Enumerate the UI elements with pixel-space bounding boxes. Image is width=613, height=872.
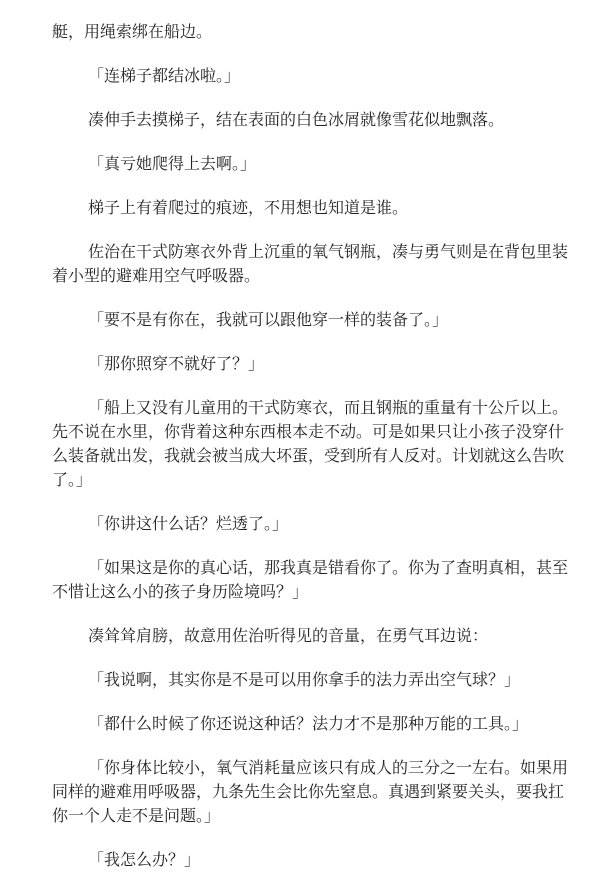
paragraph-dialogue: 「我说啊，其实你是不是可以用你拿手的法力弄出空气球？」 — [88, 670, 521, 689]
paragraph-narration: 凑耸耸肩膀，故意用佐治听得见的音量，在勇气耳边说： — [88, 626, 489, 645]
paragraph-dialogue: 「船上又没有儿童用的干式防寒衣，而且钢瓶的重量有十公斤以上。先不说在水里，你背着这种东西根本走不动。可是如果只让小孩子没穿什么装备就出发，我就会被当成大坏蛋，受到所有人反对。计划就这么告吹了。」 — [52, 398, 569, 489]
paragraph-dialogue: 「要不是有你在，我就可以跟他穿一样的装备了。」 — [88, 310, 449, 329]
paragraph-dialogue: 「你讲这什么话？烂透了。」 — [88, 514, 289, 533]
paragraph-dialogue: 「连梯子都结冰啦。」 — [88, 66, 241, 85]
paragraph-continuation: 艇，用绳索绑在船边。 — [52, 22, 213, 41]
paragraph-dialogue: 「我怎么办？」 — [88, 850, 201, 869]
paragraph-dialogue: 「如果这是你的真心话，那我真是错看你了。你为了查明真相，甚至不惜让这么小的孩子身历险境吗？」 — [52, 558, 569, 601]
paragraph-dialogue: 「真亏她爬得上去啊。」 — [88, 154, 257, 173]
paragraph-narration: 凑伸手去摸梯子，结在表面的白色冰屑就像雪花似地飘落。 — [88, 110, 505, 129]
paragraph-dialogue: 「那你照穿不就好了？」 — [88, 354, 265, 373]
paragraph-dialogue: 「都什么时候了你还说这种话？法力才不是那种万能的工具。」 — [88, 714, 529, 733]
paragraph-dialogue: 「你身体比较小，氧气消耗量应该只有成人的三分之一左右。如果用同样的避难用呼吸器，九条先生会比你先窒息。真遇到紧要关头，要我扛你一个人走不是问题。」 — [52, 758, 569, 825]
paragraph-narration: 佐治在干式防寒衣外背上沉重的氧气钢瓶，凑与勇气则是在背包里装着小型的避难用空气呼吸器。 — [52, 242, 569, 285]
paragraph-narration: 梯子上有着爬过的痕迹，不用想也知道是谁。 — [88, 198, 409, 217]
